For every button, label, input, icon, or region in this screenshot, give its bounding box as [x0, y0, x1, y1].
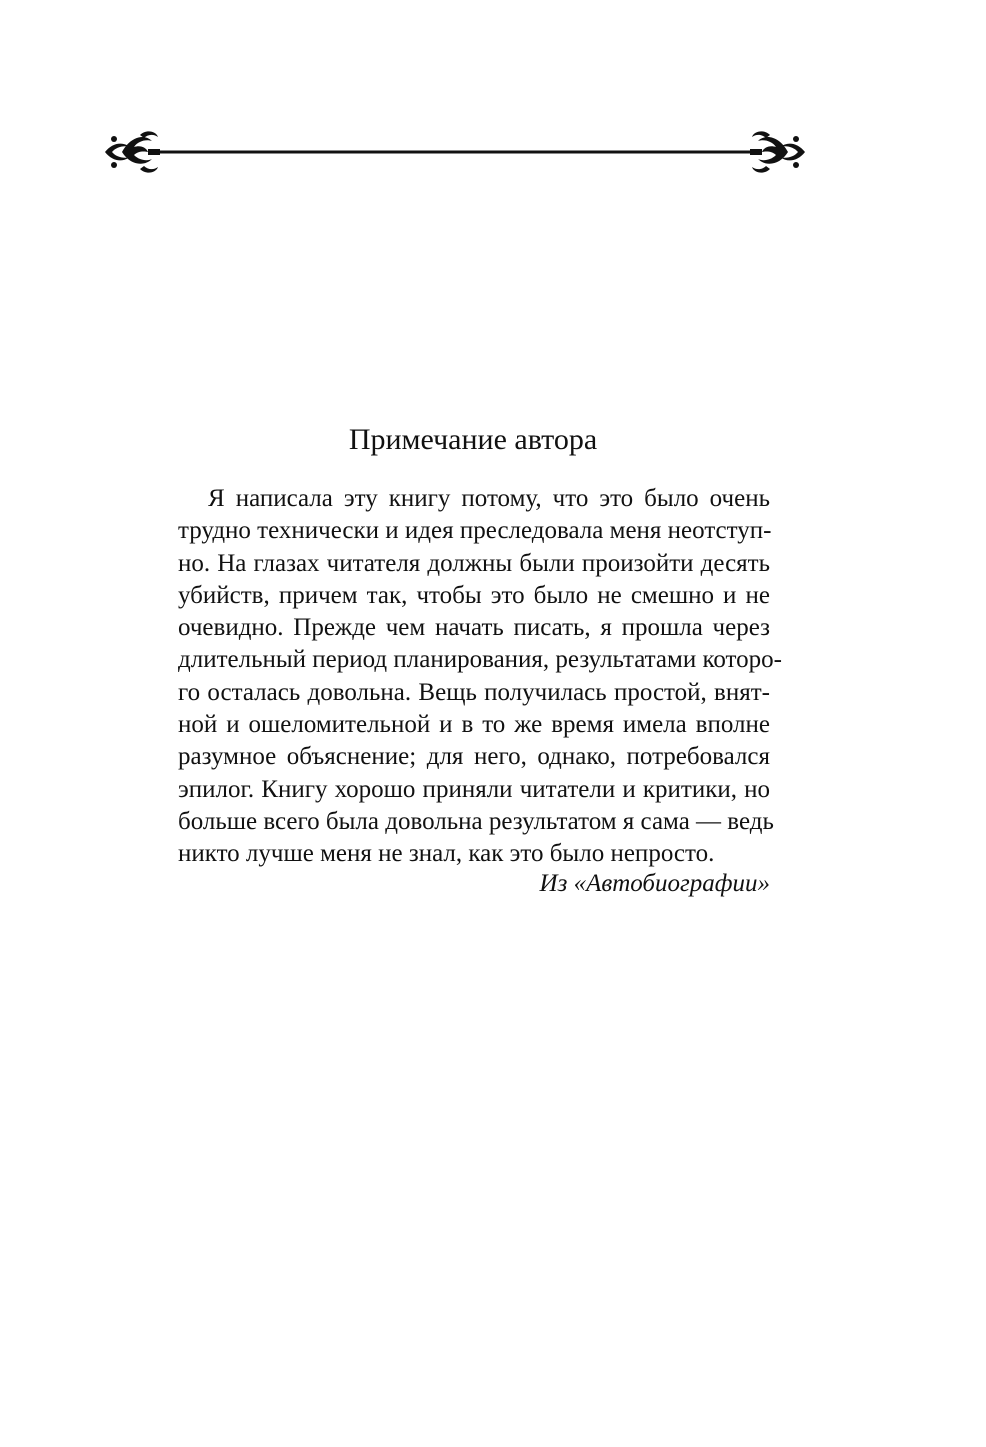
source-attribution: Из «Автобиографии» — [539, 870, 770, 897]
paragraph-line: никто лучше меня не знал, как это было непросто. — [178, 840, 715, 868]
paragraph-line: больше всего была довольна результатом я сама — ведь — [178, 807, 774, 835]
paragraph-line: но. На глазах читателя должны были произойти десять — [178, 549, 770, 577]
paragraph-line: трудно технически и идея преследовала меня неотступ- — [178, 517, 772, 545]
paragraph-line: длительный период планирования, результатами которо- — [178, 646, 782, 674]
note-paragraph — [178, 483, 782, 871]
decorative-divider-icon — [100, 125, 810, 175]
section-title: Примечание автора — [348, 423, 598, 456]
paragraph-line: очевидно. Прежде чем начать писать, я прошла через — [178, 614, 770, 642]
paragraph-line: ной и ошеломительной и в то же время имела вполне — [178, 711, 770, 739]
paragraph-line: разумное объяснение; для него, однако, потребовался — [178, 743, 770, 771]
paragraph-line: го осталась довольна. Вещь получилась простой, внят- — [178, 678, 770, 706]
paragraph-line: убийств, причем так, чтобы это было не смешно и не — [178, 581, 770, 609]
paragraph-line: эпилог. Книгу хорошо приняли читатели и критики, но — [178, 775, 770, 803]
paragraph-line: Я написала эту книгу потому, что это было очень — [208, 485, 770, 512]
